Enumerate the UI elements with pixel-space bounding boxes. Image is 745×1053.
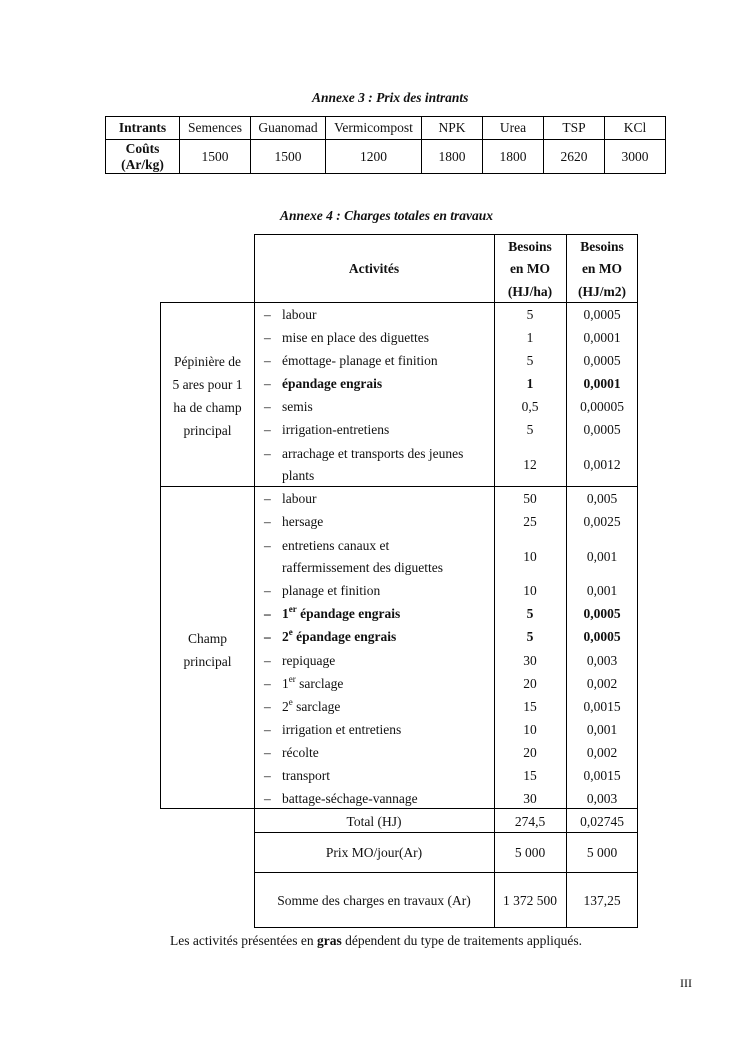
total-m2: 0,02745: [580, 814, 624, 829]
row-label-line: Coûts: [125, 140, 160, 156]
activity-label: sarclage: [295, 676, 344, 691]
value-m2: 0,0005: [583, 307, 621, 322]
ordinal-suffix: e: [288, 627, 293, 637]
footnote-text: dépendent du type de traitements appliqués.: [341, 933, 583, 948]
value-m2: 0,00005: [580, 399, 624, 414]
value-m2: 0,005: [586, 491, 618, 506]
table-cell: 1200: [326, 140, 422, 174]
activity-label: arrachage et transports des jeunes: [282, 446, 464, 461]
value-m2: 0,0025: [583, 514, 621, 529]
value-ha: 5: [526, 606, 534, 621]
activity-row: [264, 514, 323, 530]
activity-label: épandage engrais: [292, 629, 397, 644]
table-cell: 1500: [251, 140, 326, 174]
activity-row: [264, 330, 429, 346]
footnote-bold: gras: [316, 933, 342, 948]
ordinal-suffix: e: [288, 697, 293, 707]
value-m2: 0,0015: [583, 768, 621, 783]
value-m2: 0,003: [586, 791, 618, 806]
activity-row: [264, 353, 438, 369]
activity-row: [264, 538, 389, 554]
annex4-caption: Annexe 4 : Charges totales en travaux: [280, 208, 494, 223]
value-ha: 5: [526, 629, 534, 644]
activity-row: [264, 791, 418, 807]
value-m2: 0,0012: [583, 457, 621, 472]
sum-label: Somme des charges en travaux (Ar): [277, 893, 471, 908]
activity-label: raffermissement des diguettes: [282, 560, 443, 575]
dash: –: [264, 330, 271, 345]
price-m2: 5 000: [586, 845, 618, 860]
ordinal-number: 1: [282, 676, 289, 691]
value-ha: 12: [523, 457, 537, 472]
activity-label: irrigation-entretiens: [282, 422, 390, 437]
sum-m2: 137,25: [583, 893, 621, 908]
activity-label: entretiens canaux et: [282, 538, 390, 553]
dash: –: [264, 583, 271, 598]
group-label-line: ha de champ: [173, 400, 242, 415]
dash: –: [264, 699, 271, 714]
activity-label: sarclage: [292, 699, 341, 714]
table-cell: 1800: [422, 140, 483, 174]
activity-label: planage et finition: [282, 583, 381, 598]
sum-ha: 1 372 500: [503, 893, 557, 908]
footnote-text: Les activités présentées en: [170, 933, 317, 948]
activities-header: Activités: [348, 261, 400, 276]
annex3-caption: Annexe 3 : Prix des intrants: [312, 90, 469, 105]
value-m2: 0,0005: [583, 629, 621, 644]
group2-label: [161, 627, 254, 673]
total-ha: 274,5: [514, 814, 546, 829]
value-ha: 0,5: [521, 399, 539, 414]
value-ha: 30: [523, 791, 537, 806]
group-label-line: Champ: [188, 631, 227, 646]
activity-label: épandage engrais: [282, 376, 383, 391]
value-ha: 1: [526, 376, 534, 391]
ordinal-number: 2: [282, 629, 289, 644]
activity-label: repiquage: [282, 653, 336, 668]
dash: –: [264, 722, 271, 737]
activity-row: [264, 676, 343, 692]
activity-row: [264, 768, 330, 784]
value-m2: 0,0001: [583, 376, 621, 391]
table-cell: 1800: [483, 140, 544, 174]
activity-label: labour: [282, 491, 317, 506]
dash: –: [264, 514, 271, 529]
value-ha: 50: [523, 491, 537, 506]
activity-row-continuation: [264, 468, 314, 484]
value-m2: 0,0015: [583, 699, 621, 714]
table-row: [106, 117, 666, 140]
value-m2: 0,001: [586, 722, 618, 737]
dash: –: [264, 376, 271, 391]
dash: –: [264, 538, 271, 553]
activity-label: plants: [282, 468, 315, 483]
dash: –: [264, 745, 271, 760]
dash: –: [264, 653, 271, 668]
col2-header-line: (HJ/m2): [578, 284, 626, 299]
dash: –: [264, 446, 271, 461]
group-label-line: principal: [183, 423, 232, 438]
activity-label: battage-séchage-vannage: [282, 791, 418, 806]
col1-header-line: Besoins: [508, 239, 552, 254]
group-label-line: Pépinière de: [173, 354, 242, 369]
activity-row: [264, 422, 389, 438]
dash: –: [264, 399, 271, 414]
table-header-cell: KCl: [605, 117, 666, 140]
table-cell: 2620: [544, 140, 605, 174]
value-ha: 5: [526, 422, 534, 437]
table-header-cell: NPK: [422, 117, 483, 140]
group-label-line: principal: [183, 654, 232, 669]
table-header-cell: Semences: [180, 117, 251, 140]
table-header-cell: Urea: [483, 117, 544, 140]
value-m2: 0,0005: [583, 606, 621, 621]
table-cell: 1500: [180, 140, 251, 174]
dash: –: [264, 629, 271, 644]
group-label-line: 5 ares pour 1: [172, 377, 243, 392]
activity-row: [264, 745, 319, 761]
activity-label: irrigation et entretiens: [282, 722, 402, 737]
activity-label: mise en place des diguettes: [282, 330, 429, 345]
dash: –: [264, 422, 271, 437]
activity-row: [264, 446, 463, 462]
page-number: III: [680, 976, 692, 990]
value-ha: 25: [523, 514, 537, 529]
value-ha: 10: [523, 583, 537, 598]
dash: –: [264, 606, 271, 621]
activity-row: [264, 629, 396, 645]
col1-header-line: (HJ/ha): [507, 284, 553, 299]
row-label-line: (Ar/kg): [121, 156, 164, 172]
value-m2: 0,002: [586, 676, 618, 691]
dash: –: [264, 676, 271, 691]
value-ha: 20: [523, 745, 537, 760]
value-ha: 20: [523, 676, 537, 691]
value-m2: 0,0005: [583, 353, 621, 368]
activity-row: [264, 699, 340, 715]
total-label: Total (HJ): [346, 814, 402, 829]
table-header-cell: Intrants: [106, 117, 180, 140]
activity-row-continuation: [264, 560, 443, 576]
dash: –: [264, 768, 271, 783]
value-m2: 0,0005: [583, 422, 621, 437]
activity-row: [264, 722, 401, 738]
value-ha: 30: [523, 653, 537, 668]
activity-label: transport: [282, 768, 330, 783]
value-m2: 0,002: [586, 745, 618, 760]
divider: [254, 302, 255, 809]
value-ha: 1: [526, 330, 534, 345]
col1-header-line: en MO: [509, 261, 551, 276]
col2-header-line: Besoins: [580, 239, 624, 254]
activity-row: [264, 653, 335, 669]
value-m2: 0,0001: [583, 330, 621, 345]
dash: –: [264, 353, 271, 368]
activity-label: épandage engrais: [296, 606, 401, 621]
value-m2: 0,001: [586, 583, 618, 598]
activity-label: hersage: [282, 514, 324, 529]
value-m2: 0,001: [586, 549, 618, 564]
activity-row: [264, 307, 317, 323]
activity-row: [264, 376, 382, 392]
group1-label: [161, 350, 254, 442]
value-ha: 10: [523, 722, 537, 737]
activity-row: [264, 491, 317, 507]
row-label-cell: [106, 140, 180, 174]
ordinal-suffix: er: [288, 674, 296, 684]
activity-row: [264, 583, 380, 599]
table-row: [106, 140, 666, 174]
value-m2: 0,003: [586, 653, 618, 668]
activity-row: [264, 606, 400, 622]
dash: –: [264, 307, 271, 322]
table-header-cell: Vermicompost: [326, 117, 422, 140]
value-ha: 5: [526, 307, 534, 322]
col2-header-line: en MO: [581, 261, 623, 276]
value-ha: 10: [523, 549, 537, 564]
price-label: Prix MO/jour(Ar): [325, 845, 423, 860]
activity-label: récolte: [282, 745, 319, 760]
value-ha: 15: [523, 699, 537, 714]
dash: –: [264, 491, 271, 506]
value-ha: 5: [526, 353, 534, 368]
activity-row: [264, 399, 313, 415]
ordinal-suffix: er: [288, 604, 297, 614]
dash: –: [264, 791, 271, 806]
table-cell: 3000: [605, 140, 666, 174]
ordinal-number: 1: [282, 606, 289, 621]
ordinal-number: 2: [282, 699, 289, 714]
table-header-cell: Guanomad: [251, 117, 326, 140]
annex3-table: [105, 116, 666, 174]
value-ha: 15: [523, 768, 537, 783]
price-ha: 5 000: [514, 845, 546, 860]
activity-label: labour: [282, 307, 317, 322]
activity-label: émottage- planage et finition: [282, 353, 438, 368]
activity-label: semis: [282, 399, 313, 414]
footnote: [170, 933, 582, 949]
table-header-cell: TSP: [544, 117, 605, 140]
